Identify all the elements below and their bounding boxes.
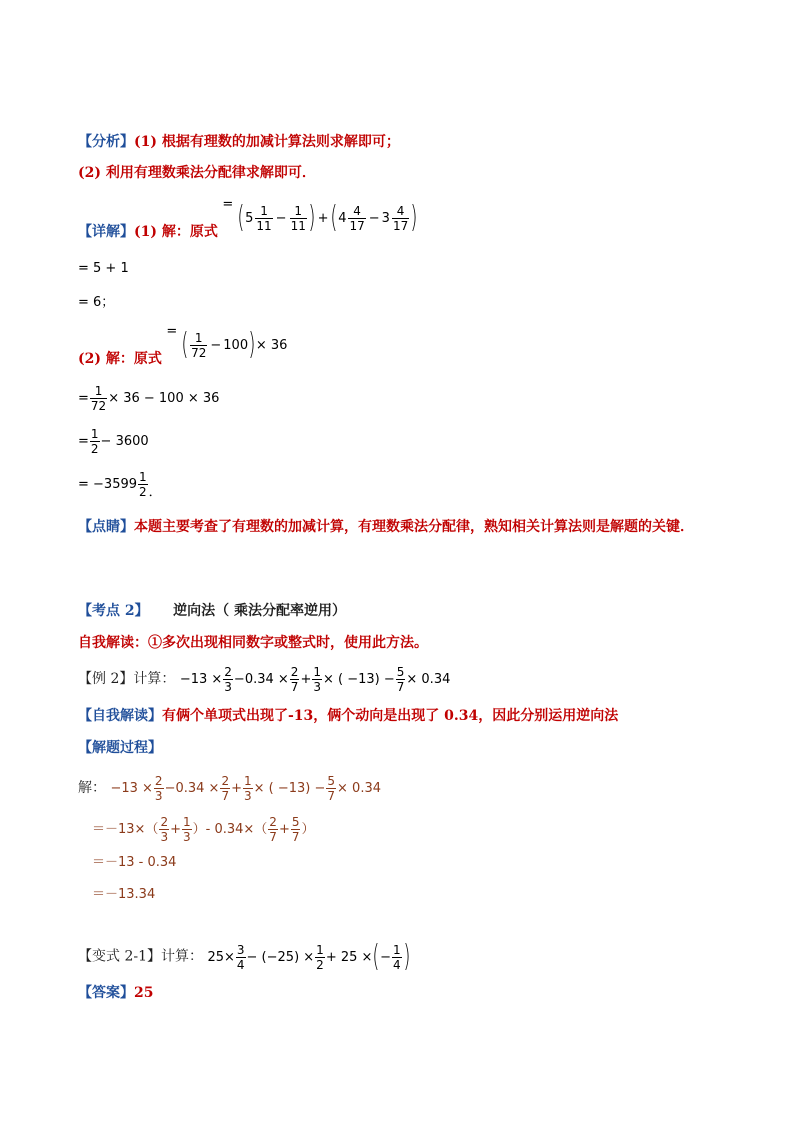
fraction: $\frac{2}{7}$ <box>269 815 277 844</box>
analysis-text-2: (2) 利用有理数乘法分配律求解即可． <box>78 165 316 181</box>
analysis-text-1: (1) 根据有理数的加减计算法则求解即可； <box>134 134 400 150</box>
detail-step-4: = $\frac{1}{2}$ − 3600 <box>78 427 149 456</box>
comment-tag: 【点睛】 <box>78 519 134 535</box>
variant-2-1 <box>78 939 411 974</box>
self-read-label: 自我解读： <box>78 635 148 651</box>
detail-step-2: = 6； <box>78 295 115 310</box>
process-line-4: ＝－13.34 <box>92 887 156 902</box>
fraction: $\frac{1}{2}$ <box>139 470 147 499</box>
detail-part2-expr: = ( $\frac{1}{72}$ − 100)× 36 <box>166 323 288 362</box>
fraction: $\frac{1}{11}$ <box>256 203 272 233</box>
detail-tag: 【详解】 <box>78 223 134 240</box>
example-2 <box>78 665 450 694</box>
example-expr: −13 × $\frac{2}{3}$ −0.34 × $\frac{2}{7}$ + $\frac{1}{3}$ × ( −13) − $\frac{5}{7}$ × 0.34 <box>179 665 451 694</box>
fraction: $\frac{5}{7}$ <box>396 665 405 694</box>
fraction: $\frac{1}{3}$ <box>243 774 252 803</box>
fraction: $\frac{1}{72}$ <box>90 384 107 413</box>
self-read-text: ①多次出现相同数字或整式时，使用此方法。 <box>148 635 428 651</box>
kaodian-title: 逆向法（ 乘法分配率逆用） <box>173 603 346 619</box>
detail-part1 <box>78 196 418 247</box>
answer-value: 25 <box>134 985 154 1001</box>
fraction: $\frac{1}{2}$ <box>90 427 99 456</box>
comment-line <box>78 517 694 537</box>
detail-step-1: = 5 + 1 <box>78 261 129 276</box>
fraction: $\frac{5}{7}$ <box>291 815 300 844</box>
analysis-tag: 【分析】 <box>78 134 134 150</box>
self-interp-tag: 【自我解读】 <box>78 708 162 724</box>
fraction: $\frac{1}{72}$ <box>191 330 207 360</box>
process-heading <box>78 738 162 758</box>
comment-text: 本题主要考查了有理数的加减计算，有理数乘法分配律，熟知相关计算法则是解题的关键． <box>134 519 694 535</box>
fraction: $\frac{1}{4}$ <box>393 942 401 972</box>
kaodian-heading <box>78 601 346 621</box>
fraction: $\frac{4}{17}$ <box>392 203 409 233</box>
kaodian-tag: 【考点 2】 <box>78 603 149 619</box>
detail-part2-label: (2) 解：原式 <box>78 350 162 367</box>
analysis-line-2 <box>78 163 316 183</box>
process-line-1: 解： −13 × $\frac{2}{3}$ −0.34 × $\frac{2}{7}$ + $\frac{1}{3}$ × ( −13) − $\frac{5}{7}$ × 0.34 <box>78 774 382 803</box>
analysis-line-1 <box>78 132 400 152</box>
fraction: $\frac{3}{4}$ <box>236 942 245 972</box>
process-line-3: ＝－13 - 0.34 <box>92 855 177 870</box>
solve-label: 解： <box>78 780 106 796</box>
answer-line <box>78 983 153 1003</box>
variant-tag: 【变式 2-1】计算： <box>78 948 203 965</box>
process-tag: 【解题过程】 <box>78 740 162 756</box>
process-line-2: ＝－13×（ $\frac{2}{3}$ + $\frac{1}{3}$ ）- 0.34×（ $\frac{2}{7}$ + $\frac{5}{7}$ ） <box>92 815 315 844</box>
fraction: $\frac{2}{7}$ <box>221 774 230 803</box>
variant-expr: 25× $\frac{3}{4}$ − (−25) × $\frac{1}{2}$ + 25 ×(− $\frac{1}{4}$ ) <box>207 939 411 974</box>
fraction: $\frac{2}{3}$ <box>224 665 232 694</box>
self-interp-text: 有俩个单项式出现了-13，俩个动向是出现了 0.34，因此分别运用逆向法 <box>162 708 619 724</box>
fraction: $\frac{1}{3}$ <box>182 815 191 844</box>
fraction: $\frac{5}{7}$ <box>327 774 336 803</box>
self-read-line <box>78 633 428 653</box>
fraction: $\frac{2}{7}$ <box>290 665 299 694</box>
fraction: $\frac{1}{11}$ <box>290 203 306 233</box>
self-interp-line <box>78 706 618 726</box>
detail-part1-expr: = (5 $\frac{1}{11}$ − $\frac{1}{11}$ ) +(4 $\frac{4}{17}$ − 3 $\frac{4}{17}$ ) <box>222 196 418 235</box>
fraction: $\frac{1}{2}$ <box>316 942 324 972</box>
example-tag: 【例 2】计算： <box>78 671 176 687</box>
fraction: $\frac{4}{17}$ <box>349 203 365 233</box>
detail-step-3: = $\frac{1}{72}$ × 36 − 100 × 36 <box>78 384 220 413</box>
fraction: $\frac{1}{3}$ <box>313 665 321 694</box>
detail-part2 <box>78 323 288 370</box>
fraction: $\frac{2}{3}$ <box>154 774 163 803</box>
answer-tag: 【答案】 <box>78 985 134 1001</box>
detail-part1-label: (1) 解：原式 <box>134 223 218 240</box>
fraction: $\frac{2}{3}$ <box>160 815 169 844</box>
detail-step-5: = −3599 $\frac{1}{2}$ ． <box>78 470 162 500</box>
